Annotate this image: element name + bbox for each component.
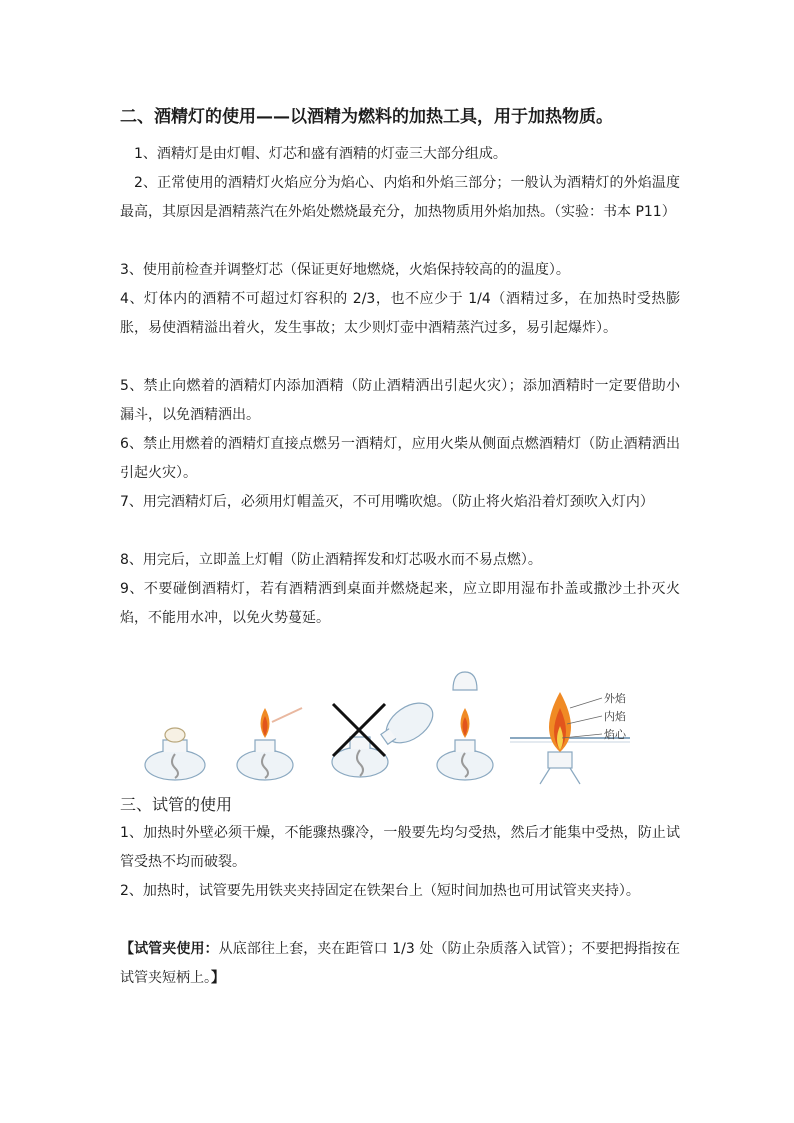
section-2-item-2: 2、正常使用的酒精灯火焰应分为焰心、内焰和外焰三部分；一般认为酒精灯的外焰温度最高，其原因是酒精蒸汽在外焰处燃烧最充分，加热物质用外焰加热。（实验：书本 P11） [120,175,680,220]
section-3-item-1: 1、加热时外壁必须干燥，不能骤热骤冷，一般要先均匀受热，然后才能集中受热，防止试管受热不均而破裂。 [120,825,680,870]
section-3-item-2: 2、加热时，试管要先用铁夹夹持固定在铁架台上（短时间加热也可用试管夹夹持）。 [120,883,640,899]
test-tube-clamp-note [120,935,680,993]
section-2-item-6: 6、禁止用燃着的酒精灯直接点燃另一酒精灯，应用火柴从侧面点燃酒精灯（防止酒精洒出引起火灾）。 [120,436,680,481]
note-end: 】 [211,970,225,986]
flame-structure-diagram [510,680,670,785]
section-2-item-1: 1、酒精灯是由灯帽、灯芯和盛有酒精的灯壶三大部分组成。 [134,146,507,162]
alcohol-lamp-figure [125,660,685,785]
section-2-item-7: 7、用完酒精灯后，必须用灯帽盖灭，不可用嘴吹熄。（防止将火焰沿着灯颈吹入灯内） [120,494,654,510]
note-text: 从底部往上套，夹在距管口 1/3 处（防止杂质落入试管）；不要把拇指按在试管夹短柄上。 [120,941,680,986]
flame-core-label: 焰心 [604,728,626,741]
section-2-item-4: 4、灯体内的酒精不可超过灯容积的 2/3，也不应少于 1/4（酒精过多，在加热时受热膨胀，易使酒精溢出着火，发生事故；太少则灯壶中酒精蒸汽过多，易引起爆炸）。 [120,291,680,336]
note-heading: 【试管夹使用： [120,941,219,957]
capped-lamp-illustration [135,710,215,785]
section-2-title: 二、酒精灯的使用——以酒精为燃料的加热工具，用于加热物质。 [120,107,613,127]
inner-flame-label: 内焰 [604,710,626,723]
section-2-item-9: 9、不要碰倒酒精灯，若有酒精洒到桌面并燃烧起来，应立即用湿布扑盖或撒沙土扑灭火焰，不能用水冲，以免火势蔓延。 [120,581,680,626]
lit-lamp-with-cap-illustration [425,660,515,785]
outer-flame-label: 外焰 [604,692,626,705]
section-3-title: 三、试管的使用 [120,795,233,814]
section-2-item-8: 8、用完后，立即盖上灯帽（防止酒精挥发和灯芯吸水而不易点燃）。 [120,552,542,568]
section-2-item-3: 3、使用前检查并调整灯芯（保证更好地燃烧，火焰保持较高的的温度）。 [120,262,570,278]
match-lighting-lamp-illustration [230,690,315,785]
section-2-item-5: 5、禁止向燃着的酒精灯内添加酒精（防止酒精洒出引起火灾）；添加酒精时一定要借助小漏斗，以免酒精洒出。 [120,378,680,423]
